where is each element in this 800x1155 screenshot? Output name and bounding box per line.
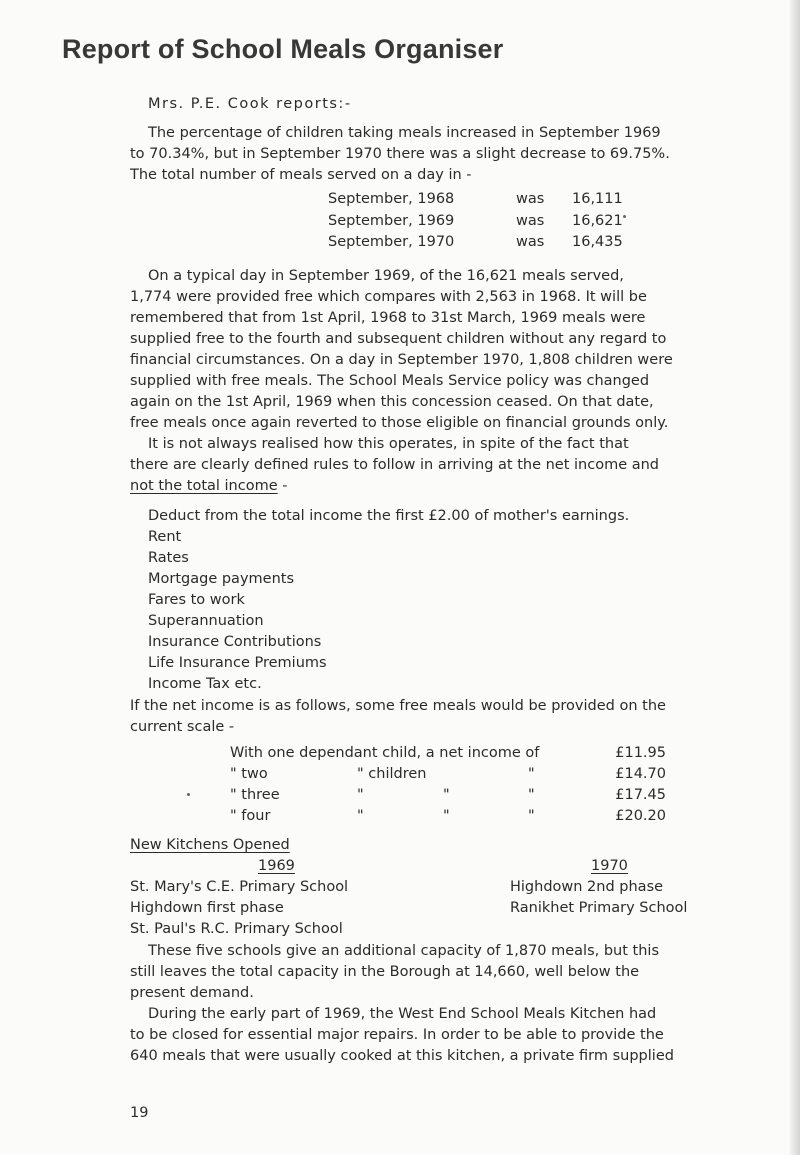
- text-line: still leaves the total capacity in the Borough at 14,660, well below the: [130, 964, 640, 980]
- text-line: to 70.34%, but in September 1970 there was a slight decrease to 69.75%.: [130, 146, 670, 162]
- ditto-children: " children: [357, 766, 427, 782]
- text-line: The total number of meals served on a day in -: [130, 167, 472, 183]
- text-line: supplied free to the fourth and subsequent children without any regard to: [130, 331, 667, 347]
- ditto-mark: ": [443, 808, 450, 824]
- scale-row-label: " two: [230, 766, 268, 782]
- scale-amount: £14.70: [615, 766, 666, 782]
- text-line: 1,774 were provided free which compares with 2,563 in 1968. It will be: [130, 289, 647, 305]
- list-item: Rates: [148, 550, 189, 566]
- section-heading: New Kitchens Opened: [130, 837, 290, 853]
- text-line: These five schools give an additional capacity of 1,870 meals, but this: [148, 943, 660, 959]
- table-row: [328, 211, 623, 233]
- school-1969: Highdown first phase: [130, 900, 284, 916]
- year-heading-1969: 1969: [258, 858, 295, 874]
- list-item: Rent: [148, 529, 182, 545]
- verb-cell: was: [516, 212, 545, 229]
- verb-cell: was: [516, 234, 545, 250]
- school-1970: Highdown 2nd phase: [510, 879, 664, 895]
- text-line: supplied with free meals. The School Meals Service policy was changed: [130, 373, 650, 389]
- text-line: free meals once again reverted to those eligible on financial grounds only.: [130, 415, 669, 431]
- list-item: Insurance Contributions: [148, 634, 322, 650]
- list-item: Life Insurance Premiums: [148, 655, 327, 671]
- scale-amount: £11.95: [615, 745, 666, 761]
- scale-amount: £20.20: [615, 808, 666, 824]
- verb-cell: was: [516, 191, 545, 207]
- scale-amount: £17.45: [615, 787, 666, 803]
- list-item: Income Tax etc.: [148, 676, 262, 692]
- month-cell: September, 1969: [328, 212, 455, 229]
- value-cell: 16,111: [572, 191, 623, 207]
- speck: [623, 215, 626, 218]
- school-1969: St. Mary's C.E. Primary School: [130, 879, 349, 895]
- school-1970: Ranikhet Primary School: [510, 900, 688, 916]
- text-line: The percentage of children taking meals increased in September 1969: [148, 125, 661, 141]
- table-row: [328, 189, 623, 211]
- ditto-mark: ": [443, 787, 450, 803]
- text-line: not the total income -: [130, 478, 288, 494]
- text-line: current scale -: [130, 719, 235, 735]
- text-line: present demand.: [130, 985, 254, 1001]
- text-line: It is not always realised how this operates, in spite of the fact that: [148, 436, 629, 452]
- list-item: Mortgage payments: [148, 571, 294, 587]
- scale-row-label: " three: [230, 787, 280, 803]
- ditto-mark: ": [528, 808, 535, 824]
- speck: [187, 793, 190, 796]
- text-line: to be closed for essential major repairs. In order to be able to provide the: [130, 1027, 664, 1043]
- ditto-mark: ": [528, 787, 535, 803]
- value-cell: 16,435: [572, 234, 623, 250]
- text-line: remembered that from 1st April, 1968 to 31st March, 1969 meals were: [130, 310, 646, 326]
- page-title: Report of School Meals Organiser: [62, 34, 504, 64]
- meals-served-table: [328, 189, 623, 254]
- list-item: Superannuation: [148, 613, 264, 629]
- ditto-mark: ": [357, 808, 364, 824]
- page-number: 19: [130, 1105, 149, 1121]
- ditto-mark: ": [357, 787, 364, 803]
- text-line: During the early part of 1969, the West End School Meals Kitchen had: [148, 1006, 657, 1022]
- scale-row-label: " four: [230, 808, 271, 824]
- month-cell: September, 1970: [328, 234, 455, 250]
- month-cell: September, 1968: [328, 191, 455, 207]
- reporter-line: Mrs. P.E. Cook reports:-: [148, 96, 352, 112]
- text-line: financial circumstances. On a day in September 1970, 1,808 children were: [130, 352, 673, 368]
- ditto-mark: ": [528, 766, 535, 782]
- list-item: Deduct from the total income the first £2.00 of mother's earnings.: [148, 508, 630, 524]
- page-edge-shadow: [790, 0, 800, 1155]
- table-row: [328, 232, 623, 254]
- list-item: Fares to work: [148, 592, 245, 608]
- school-1969: St. Paul's R.C. Primary School: [130, 921, 343, 937]
- text-line: 640 meals that were usually cooked at this kitchen, a private firm supplied: [130, 1048, 674, 1064]
- text-line: If the net income is as follows, some free meals would be provided on the: [130, 698, 666, 714]
- value-cell: 16,621: [572, 212, 623, 229]
- year-heading-1970: 1970: [591, 858, 628, 874]
- scale-row-label: With one dependant child, a net income of: [230, 745, 540, 761]
- text-line: again on the 1st April, 1969 when this concession ceased. On that date,: [130, 394, 654, 410]
- text-line: there are clearly defined rules to follow in arriving at the net income and: [130, 457, 660, 473]
- text-line: On a typical day in September 1969, of the 16,621 meals served,: [148, 268, 624, 284]
- underlined-phrase: not the total income: [130, 478, 278, 494]
